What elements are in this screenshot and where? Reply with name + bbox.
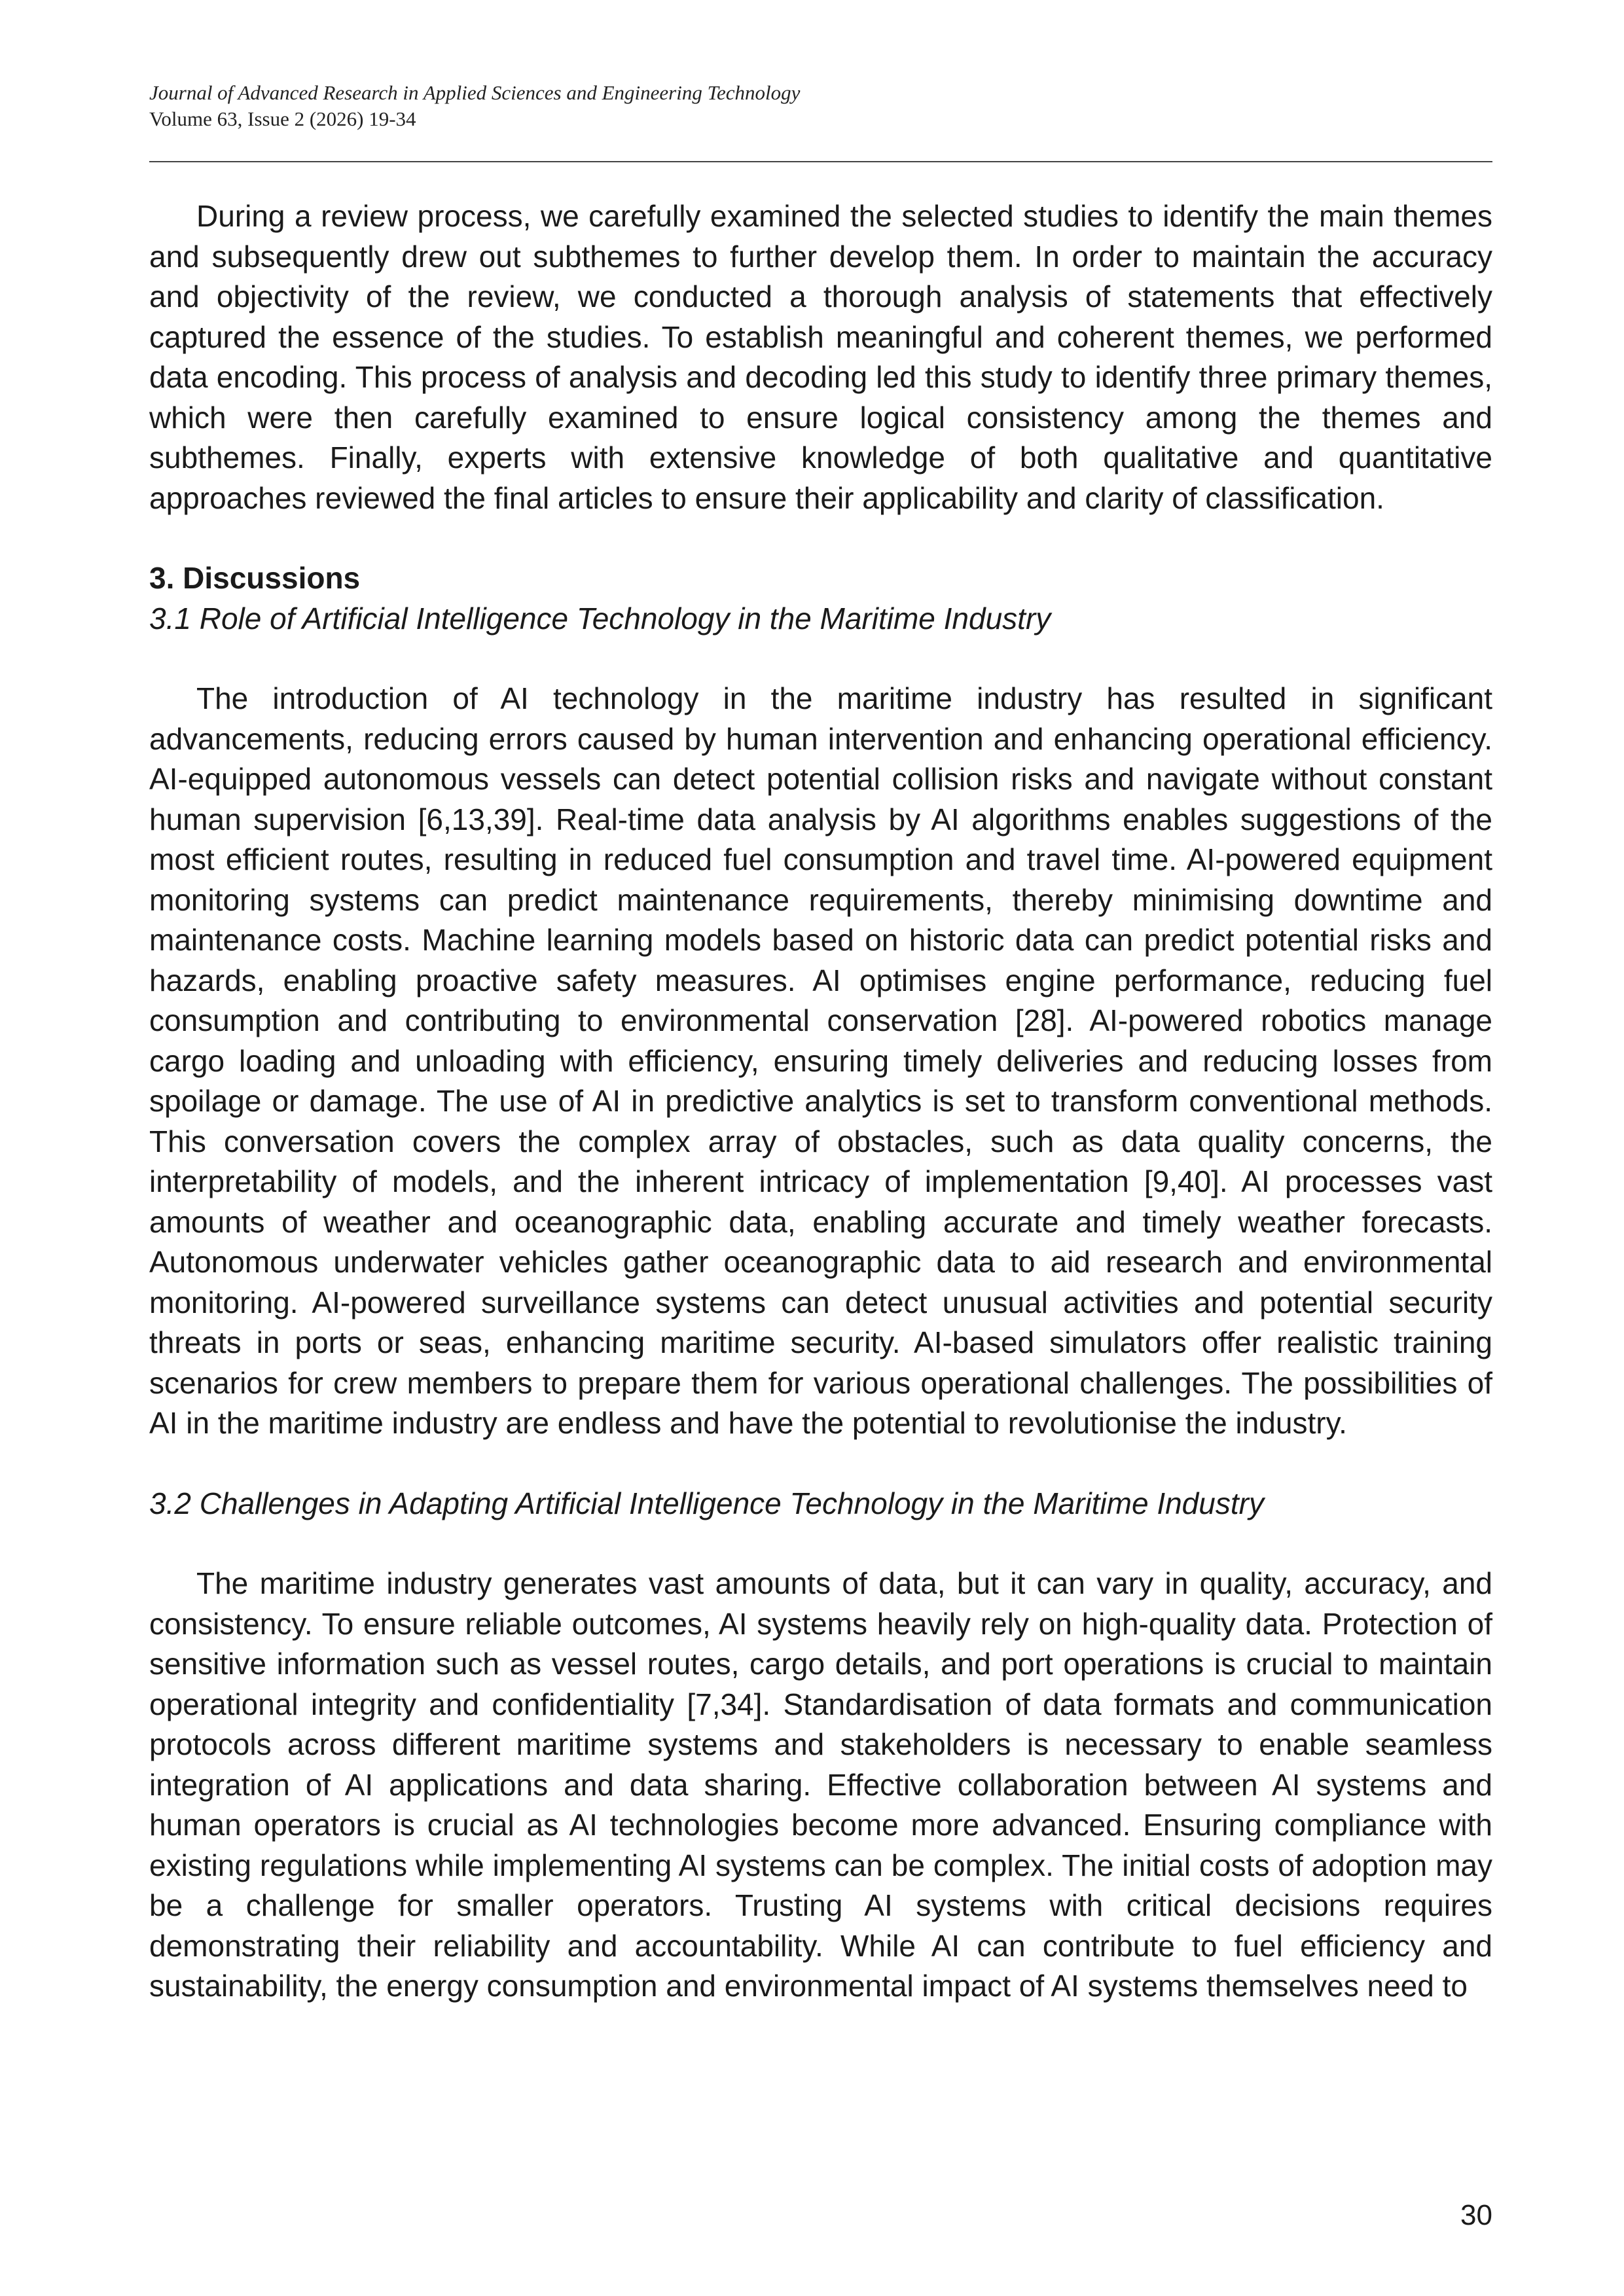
paragraph-challenges: The maritime industry generates vast amounts of data, but it can vary in quality, accuracy, and consistency. To ensure reliable outcomes, AI systems heavily rely on high-quality data. Protection of sensitive information such as vessel routes, cargo details, and port operations is crucial to maintain operational integrity and confidentiality [7,34]. Standardisation of data formats and communication protocols across different maritime systems and stakeholders is necessary to enable seamless integration of AI applications and data sharing. Effective collaboration between AI systems and human operators is crucial as AI technologies become more advanced. Ensuring compliance with existing regulations while implementing AI systems can be complex. The initial costs of adoption may be a challenge for smaller operators. Trusting AI systems with critical decisions requires demonstrating their reliability and accountability. While AI can contribute to fuel efficiency and sustainability, the energy consumption and environmental impact of AI systems themselves need to [149,1566,1492,2003]
running-header [149,80,1492,132]
page-number: 30 [1460,2199,1492,2231]
volume-info: Volume 63, Issue 2 (2026) 19-34 [149,107,416,130]
subsection-heading-challenges: 3.2 Challenges in Adapting Artificial Intelligence Technology in the Maritime Industry [149,1486,1264,1520]
paragraph-role-of-ai: The introduction of AI technology in the maritime industry has resulted in significant advancements, reducing errors caused by human intervention and enhancing operational efficiency. AI-equipped autonomous vessels can detect potential collision risks and navigate without constant human supervision [6,13,39]. Real-time data analysis by AI algorithms enables suggestions of the most efficient routes, resulting in reduced fuel consumption and travel time. AI-powered equipment monitoring systems can predict maintenance requirements, thereby minimising downtime and maintenance costs. Machine learning models based on historic data can predict potential risks and hazards, enabling proactive safety measures. AI optimises engine performance, reducing fuel consumption and contributing to environmental conservation [28]. AI-powered robotics manage cargo loading and unloading with efficiency, ensuring timely deliveries and reducing losses from spoilage or damage. The use of AI in predictive analytics is set to transform conventional methods. This conversation covers the complex array of obstacles, such as data quality concerns, the interpretability of models, and the inherent intricacy of implementation [9,40]. AI processes vast amounts of weather and oceanographic data, enabling accurate and timely weather forecasts. Autonomous underwater vehicles gather oceanographic data to aid research and environmental monitoring. AI-powered surveillance systems can detect unusual activities and potential security threats in ports or seas, enhancing maritime security. AI-based simulators offer realistic training scenarios for crew members to prepare them for various operational challenges. The possibilities of AI in the maritime industry are endless and have the potential to revolutionise the industry. [149,681,1492,1440]
spacer [149,639,1492,679]
paragraph-review-process: During a review process, we carefully examined the selected studies to identify the main themes and subsequently drew out subthemes to further develop them. In order to maintain the accuracy and objectivity of the review, we conducted a thorough analysis of statements that effectively captured the essence of the studies. To establish meaningful and coherent themes, we performed data encoding. This process of analysis and decoding led this study to identify three primary themes, which were then carefully examined to ensure logical consistency among the themes and subthemes. Finally, experts with extensive knowledge of both qualitative and quantitative approaches reviewed the final articles to ensure their applicability and clarity of classification. [149,199,1492,515]
spacer [149,1524,1492,1564]
section-heading-discussions: 3. Discussions [149,561,361,595]
spacer [149,518,1492,558]
journal-title: Journal of Advanced Research in Applied Sciences and Engineering Technology [149,81,801,104]
subsection-heading-role-of-ai: 3.1 Role of Artificial Intelligence Technology in the Maritime Industry [149,601,1051,636]
article-body [149,196,1492,2007]
spacer [149,1444,1492,1484]
header-divider [149,161,1492,162]
